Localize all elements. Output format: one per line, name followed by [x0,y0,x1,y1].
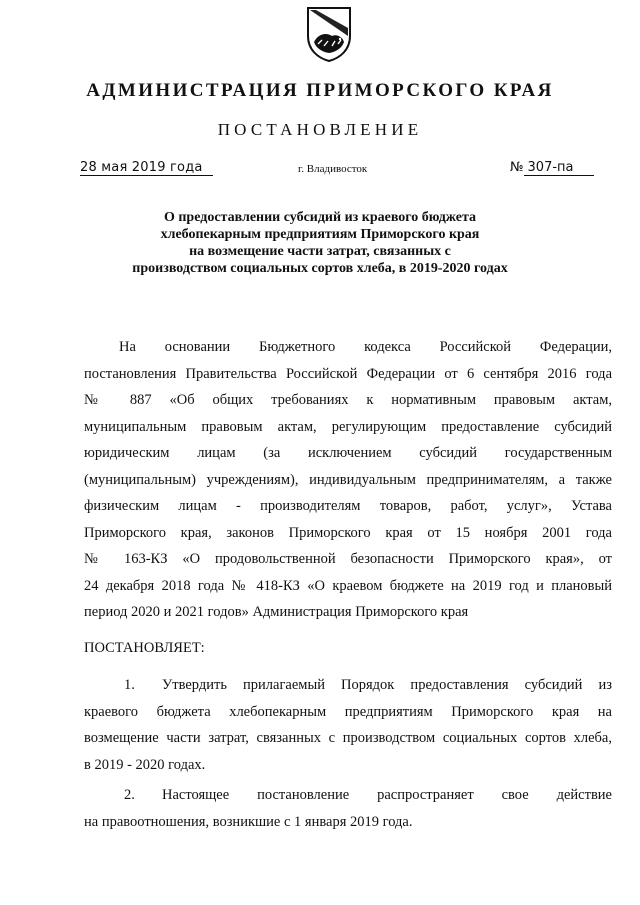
body-line: (муниципальным) учреждениям), индивидуальным предпринимателям, а также [84,471,612,488]
item-line: на правоотношения, возникшие с 1 января 2019 года. [84,813,413,830]
document-number [510,160,594,176]
item-line: 2. Настоящее постановление распространяет свое действие [84,782,612,809]
subject-line: на возмещение части затрат, связанных с [189,244,451,259]
coat-of-arms-icon [306,6,352,62]
body-line: юридическим лицам (за исключением субсидий государственным [84,445,612,461]
number-value: 307-па [524,160,594,176]
organization-title: АДМИНИСТРАЦИЯ ПРИМОРСКОГО КРАЯ [86,80,554,101]
body-line: № 887 «Об общих требованиях к нормативным правовым актам, [84,392,612,408]
body-line: период 2020 и 2021 годов» Администрация Приморского края [84,604,469,620]
preamble-paragraph [84,334,612,626]
item-number: 1. [124,677,135,693]
document-subject [120,209,520,277]
document-type: ПОСТАНОВЛЕНИЕ [217,120,423,139]
subject-line: производством социальных сортов хлеба, в 2019-2020 годах [132,261,508,276]
number-sign: № [510,160,524,175]
item-line: краевого бюджета хлебопекарным предприятиям Приморского края на [84,703,612,720]
body-line: Приморского края, законов Приморского края от 15 ноября 2001 года [84,524,612,541]
item-line: в 2019 - 2020 годах. [84,756,206,773]
document-date: 28 мая 2019 года [80,160,213,176]
document-city: г. Владивосток [298,163,368,175]
body-line: физическим лицам - производителям товаров, работ, услуг», Устава [84,498,612,514]
item-number: 2. [124,787,135,803]
item-line: возмещение части затрат, связанных с производством социальных сортов хлеба, [84,730,612,746]
subject-line: О предоставлении субсидий из краевого бюджета [163,210,477,225]
decree-items [84,672,612,835]
item-line: 1. Утвердить прилагаемый Порядок предоставления субсидий из [84,672,612,699]
body-line: муниципальным правовым актам, регулирующим предоставление субсидий [84,418,612,435]
body-line: № 163-КЗ «О продовольственной безопасности Приморского края», от [84,551,612,567]
body-line: На основании Бюджетного кодекса Российской Федерации, [119,339,612,355]
decree-word: ПОСТАНОВЛЯЕТ: [84,640,205,656]
body-line: 24 декабря 2018 года № 418-КЗ «О краевом бюджете на 2019 год и плановый [84,577,612,594]
subject-line: хлебопекарным предприятиям Приморского края [160,227,480,242]
body-line: постановления Правительства Российской Федерации от 6 сентября 2016 года [84,365,612,382]
